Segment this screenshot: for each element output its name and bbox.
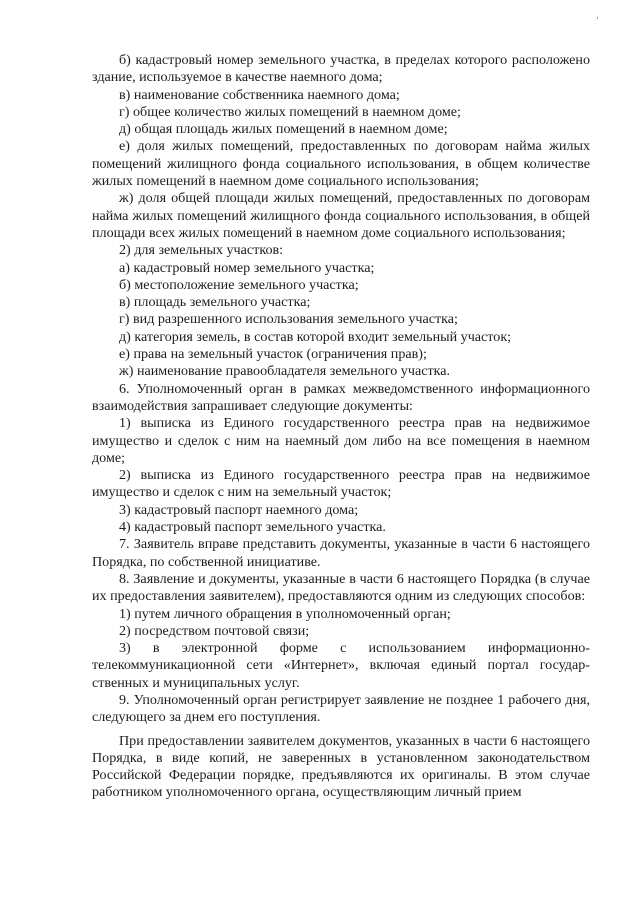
- paragraph-section-8: 8. Заявление и документы, указанные в части 6 настоящего Порядка (в случае их предоставления заявителем), предоставляются одним из следующих способов:: [92, 570, 590, 605]
- scan-speck: [597, 17, 598, 19]
- paragraph-share-units: е) доля жилых помещений, предоставленных по договорам найма жилых помещений жилищного фонда социального использования, в общем количестве жилых помещений в наемном доме социального использования;: [92, 138, 590, 190]
- paragraph-total-area: д) общая площадь жилых помещений в наемном доме;: [119, 121, 448, 138]
- paragraph-land-holder: ж) наименование правообладателя земельного участка.: [119, 363, 451, 380]
- paragraph-extract-land: 2) выписка из Единого государственного реестра прав на недвижимое имущество и сделок с ним на земельный участок;: [92, 467, 590, 501]
- paragraph-owner-name: в) наименование собственника наемного дома;: [119, 86, 400, 103]
- paragraph-land-category: д) категория земель, в состав которой входит земельный участок;: [119, 328, 512, 345]
- paragraph-land-area: в) площадь земельного участка;: [119, 294, 311, 311]
- paragraph-land-heading: 2) для земельных участков:: [119, 242, 284, 259]
- paragraph-section-9: 9. Уполномоченный орган регистрирует заявление не позднее 1 рабочего дня, следующего за днем его поступления.: [92, 691, 590, 726]
- paragraph-extract-house: 1) выписка из Единого государственного реестра прав на недвижимое имущество и сделок с ним на наемный дом либо на все помещения в наемном доме;: [92, 415, 590, 466]
- paragraph-method-personal: 1) путем личного обращения в уполномоченный орган;: [119, 605, 451, 622]
- paragraph-total-units: г) общее количество жилых помещений в наемном доме;: [119, 103, 461, 120]
- paragraph-passport-house: 3) кадастровый паспорт наемного дома;: [119, 501, 359, 518]
- paragraph-section-7: 7. Заявитель вправе представить документы, указанные в части 6 настоящего Порядка, по собственной инициативе.: [92, 536, 590, 570]
- paragraph-method-post: 2) посредством почтовой связи;: [119, 622, 310, 639]
- paragraph-land-location: б) местоположение земельного участка;: [119, 276, 359, 293]
- paragraph-passport-land: 4) кадастровый паспорт земельного участка.: [119, 519, 386, 536]
- paragraph-section-6: 6. Уполномоченный орган в рамках межведомственного информационного взаимодействия запрашивает следующие документы:: [92, 380, 590, 414]
- document-body: [92, 52, 590, 802]
- paragraph-land-cadastral: а) кадастровый номер земельного участка;: [119, 259, 375, 276]
- paragraph-method-electronic: 3) в электронной форме с использованием информационно-телекоммуникационной сети «Интернет», включая единый портал государственных и муниципальных услуг.: [92, 640, 590, 691]
- paragraph-share-area: ж) доля общей площади жилых помещений, предоставленных по договорам найма жилых помещений жилищного фонда социального использования, в общей площади всех жилых помещений в наемном доме социального использования;: [92, 190, 590, 241]
- paragraph-cadastral-building: б) кадастровый номер земельного участка, в пределах которого расположено здание, используемое в качестве наемного дома;: [92, 52, 590, 86]
- paragraph-land-rights: е) права на земельный участок (ограничения прав);: [119, 346, 427, 363]
- paragraph-land-use: г) вид разрешенного использования земельного участка;: [119, 311, 458, 328]
- paragraph-copies: При предоставлении заявителем документов, указанных в части 6 настоящего Порядка, в виде копий, не заверенных в установленном законодательством Российской Федерации порядке, предъявляются их оригиналы. В этом случае работником уполномоченного органа, осуществляющим личный прием: [92, 732, 590, 801]
